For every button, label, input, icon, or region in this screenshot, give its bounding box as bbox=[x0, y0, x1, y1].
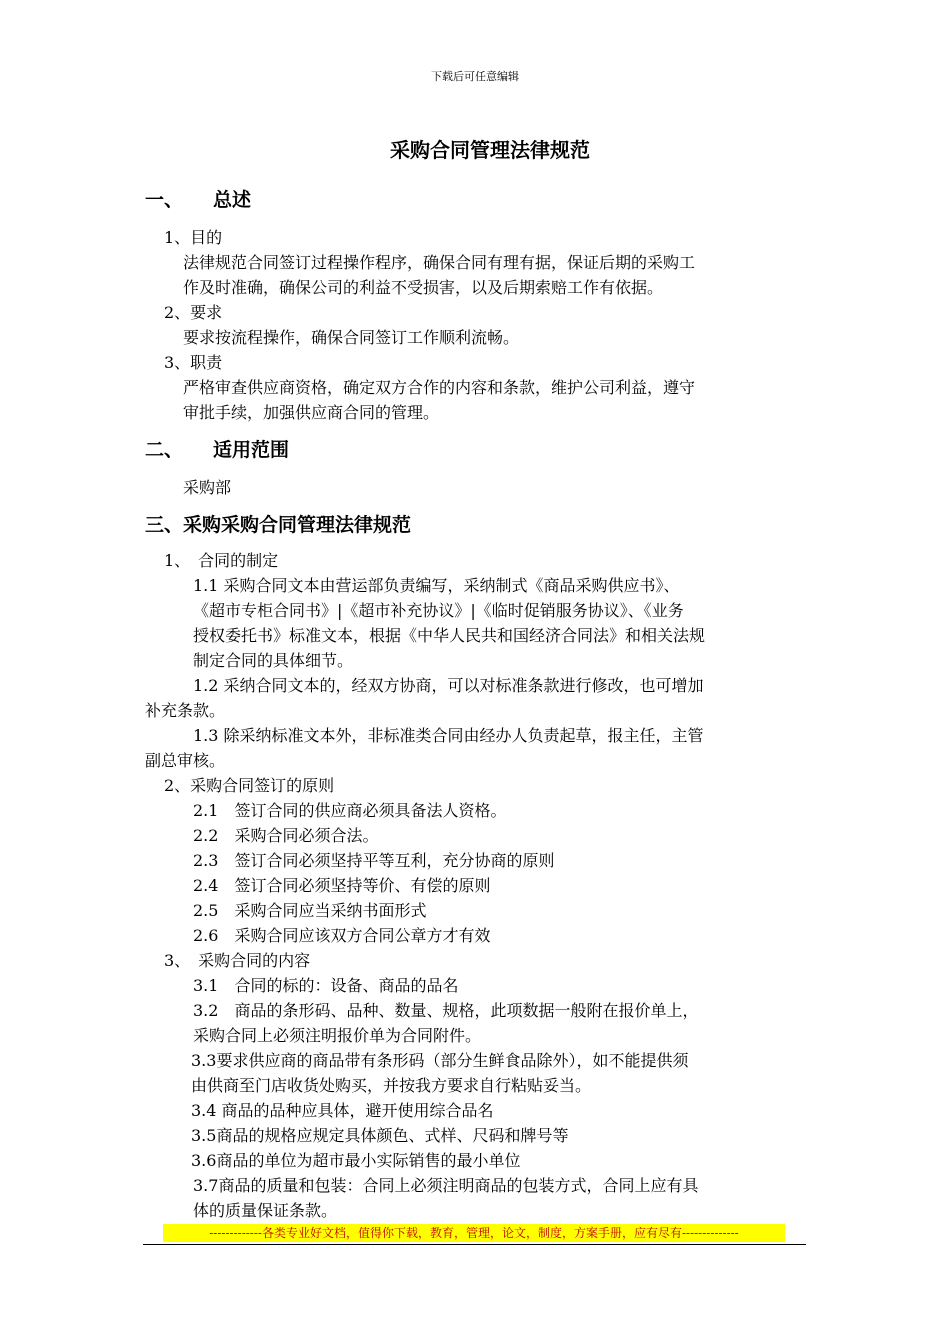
list-item: 3.5商品的规格应规定具体颜色、式样、尺码和牌号等 bbox=[191, 1126, 569, 1145]
list-item: 3.3要求供应商的商品带有条形码（部分生鲜食品除外），如不能提供须 bbox=[191, 1051, 689, 1070]
paragraph-line: 制定合同的具体细节。 bbox=[193, 651, 354, 670]
paragraph-line: 审批手续，加强供应商合同的管理。 bbox=[183, 403, 440, 422]
list-item: 2.6 采购合同应该双方合同公章方才有效 bbox=[193, 926, 491, 945]
section-2-number: 二、 bbox=[145, 439, 184, 461]
list-item: 3.6商品的单位为超市最小实际销售的最小单位 bbox=[191, 1151, 521, 1170]
paragraph-line: 作及时准确，确保公司的利益不受损害，以及后期索赔工作有依据。 bbox=[183, 278, 664, 297]
footer-banner: -------------各类专业好文档，值得你下载，教育，管理，论文，制度，方案手册，应有尽有-------------- bbox=[163, 1224, 785, 1242]
paragraph-line: 法律规范合同签订过程操作程序，确保合同有理有据，保证后期的采购工 bbox=[183, 253, 696, 272]
item-1-heading: 1、目的 bbox=[164, 228, 223, 247]
paragraph-line: 由供商至门店收货处购买，并按我方要求自行粘贴妥当。 bbox=[191, 1076, 592, 1095]
paragraph-line: 采购部 bbox=[183, 478, 232, 497]
section-1-number: 一、 bbox=[145, 189, 184, 211]
list-item: 2.3 签订合同必须坚持平等互利，充分协商的原则 bbox=[193, 851, 555, 870]
list-item: 2.1 签订合同的供应商必须具备法人资格。 bbox=[193, 801, 507, 820]
paragraph-line: 要求按流程操作，确保合同签订工作顺利流畅。 bbox=[183, 328, 520, 347]
item-3-heading: 3、职责 bbox=[164, 353, 223, 372]
paragraph-line: 副总审核。 bbox=[145, 751, 226, 770]
document-title: 采购合同管理法律规范 bbox=[390, 138, 590, 162]
section-2-heading bbox=[145, 435, 289, 462]
list-item: 3.7商品的质量和包装：合同上必须注明商品的包装方式，合同上应有具 bbox=[193, 1176, 699, 1195]
subsection-heading: 2、采购合同签订的原则 bbox=[164, 776, 335, 795]
list-item: 2.5 采购合同应当采纳书面形式 bbox=[193, 901, 427, 920]
paragraph-line: 补充条款。 bbox=[145, 701, 226, 720]
list-item: 2.4 签订合同必须坚持等价、有偿的原则 bbox=[193, 876, 491, 895]
section-2-title: 适用范围 bbox=[213, 439, 290, 461]
paragraph-line: 《超市专柜合同书》|《超市补充协议》|《临时促销服务协议》、《业务 bbox=[193, 601, 684, 620]
list-item: 3.1 合同的标的：设备、商品的品名 bbox=[193, 976, 459, 995]
footer-divider bbox=[143, 1244, 806, 1245]
section-1-title: 总述 bbox=[213, 189, 252, 211]
subsection-heading: 1、 合同的制定 bbox=[164, 551, 279, 570]
paragraph-line: 1.2 采纳合同文本的，经双方协商，可以对标准条款进行修改，也可增加 bbox=[193, 676, 704, 695]
subsection-heading: 3、 采购合同的内容 bbox=[164, 951, 311, 970]
item-2-heading: 2、要求 bbox=[164, 303, 223, 322]
paragraph-line: 1.1 采购合同文本由营运部负责编写，采纳制式《商品采购供应书》、 bbox=[193, 576, 680, 595]
paragraph-line: 采购合同上必须注明报价单为合同附件。 bbox=[193, 1026, 482, 1045]
paragraph-line: 1.3 除采纳标准文本外，非标准类合同由经办人负责起草，报主任，主管 bbox=[193, 726, 704, 745]
list-item: 2.2 采购合同必须合法。 bbox=[193, 826, 379, 845]
section-3-heading: 三、采购采购合同管理法律规范 bbox=[145, 514, 412, 536]
list-item: 3.4 商品的品种应具体，避开使用综合品名 bbox=[191, 1101, 494, 1120]
section-1-heading bbox=[145, 185, 251, 212]
paragraph-line: 授权委托书》标准文本，根据《中华人民共和国经济合同法》和相关法规 bbox=[193, 626, 706, 645]
list-item: 3.2 商品的条形码、品种、数量、规格，此项数据一般附在报价单上， bbox=[193, 1001, 699, 1020]
paragraph-line: 体的质量保证条款。 bbox=[193, 1201, 338, 1220]
paragraph-line: 严格审查供应商资格，确定双方合作的内容和条款，维护公司利益，遵守 bbox=[183, 378, 696, 397]
header-note: 下载后可任意编辑 bbox=[431, 70, 519, 83]
